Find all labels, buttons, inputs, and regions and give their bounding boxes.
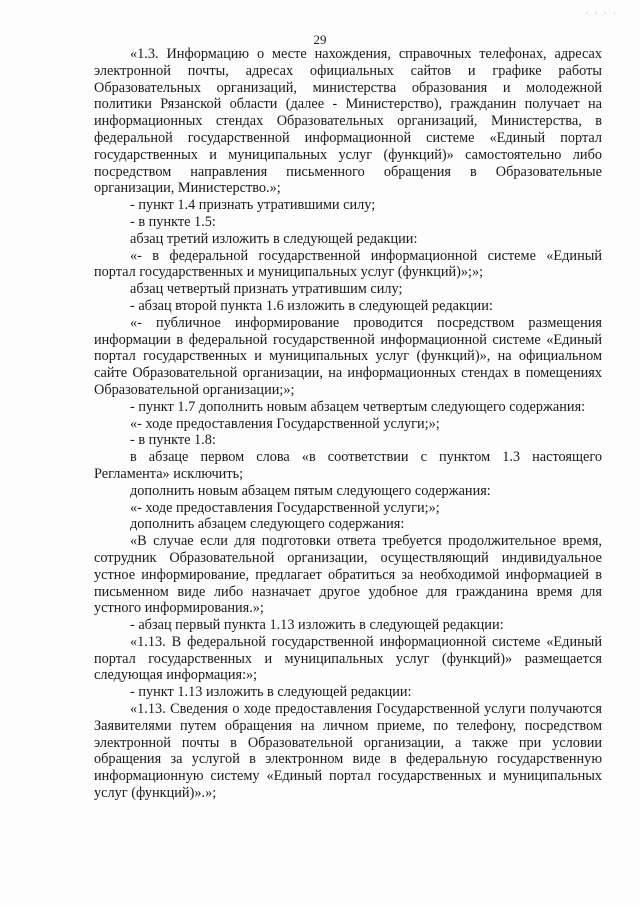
paragraph-fourth-abzac: абзац четвертый признать утратившим силу; [130, 281, 403, 298]
paragraph-public-info: «- публичное информирование проводится посредством размещения информации в федеральной государственной информационной системе «Единый портал государственных и муниципальных услуг (функций)», на официальном сайте Образовательной организации, на информационных стендах в помещениях Образовательной организации;»; [94, 314, 602, 398]
paragraph-progress-quote-2: «- ходе предоставления Государственной услуги;»; [130, 499, 440, 516]
paragraph-fifth-abzac: дополнить новым абзацем пятым следующего содержания: [130, 482, 491, 499]
document-body [94, 46, 602, 802]
paragraph-portal-quote: «- в федеральной государственной информационной системе «Единый портал государственных и муниципальных услуг (функций)»;»; [94, 247, 602, 281]
paragraph-1-3-info: «1.3. Информацию о месте нахождения, справочных телефонах, адресах электронной почты, адресах официальных сайтов и графике работы Образовательных организаций, министерства образования и молодежной политики Рязанской области (далее - Министерство), гражданин получает на информационных стендах Образовательных организаций, Министерства, в федеральной государственной информационной системе «Единый портал государственных и муниципальных услуг (функций)» самостоятельно либо посредством направления письменного обращения в Образовательные организации, Министерство.»; [94, 46, 602, 197]
paragraph-item-1-13-first: - абзац первый пункта 1.13 изложить в следующей редакции: [130, 617, 504, 634]
paragraph-item-1-4: - пункт 1.4 признать утратившими силу; [130, 197, 376, 214]
paragraph-first-abzac-exclude: в абзаце первом слова «в соответствии с пунктом 1.3 настоящего Регламента» исключить; [94, 449, 602, 482]
page-number: 29 [313, 32, 327, 47]
paragraph-long-answer: «В случае если для подготовки ответа требуется продолжительное время, сотрудник Образовательной организации, осуществляющий индивидуальное устное информирование, предлагает обратиться за необходимой информацией в письменном виде либо назначает другое удобное для гражданина время для устного информирования.»; [94, 533, 602, 617]
margin-mark: · · · · [585, 8, 618, 18]
paragraph-item-1-13: - пункт 1.13 изложить в следующей редакции: [130, 684, 412, 701]
paragraph-item-1-6: - абзац второй пункта 1.6 изложить в следующей редакции: [130, 297, 493, 314]
paragraph-item-1-8: - в пункте 1.8: [130, 432, 216, 449]
paragraph-item-1-7: - пункт 1.7 дополнить новым абзацем четвертым следующего содержания: [130, 398, 586, 415]
paragraph-1-13-details: «1.13. Сведения о ходе предоставления Государственной услуги получаются Заявителями путем обращения на личном приеме, по телефону, посредством электронной почты в Образовательной организации, а также при условии обращения за услугой в электронном виде в федеральную государственную информационную систему «Единый портал государственных и муниципальных услуг (функций)».»; [94, 701, 602, 802]
paragraph-item-1-5: - в пункте 1.5: [130, 213, 216, 230]
paragraph-add-abzac: дополнить абзацем следующего содержания: [130, 516, 405, 533]
paragraph-1-13-portal: «1.13. В федеральной государственной информационной системе «Единый портал государственных и муниципальных услуг (функций)» размещается следующая информация:»; [94, 633, 602, 684]
paragraph-progress-quote-1: «- ходе предоставления Государственной услуги;»; [130, 415, 440, 432]
paragraph-third-abzac: абзац третий изложить в следующей редакции: [130, 230, 418, 247]
